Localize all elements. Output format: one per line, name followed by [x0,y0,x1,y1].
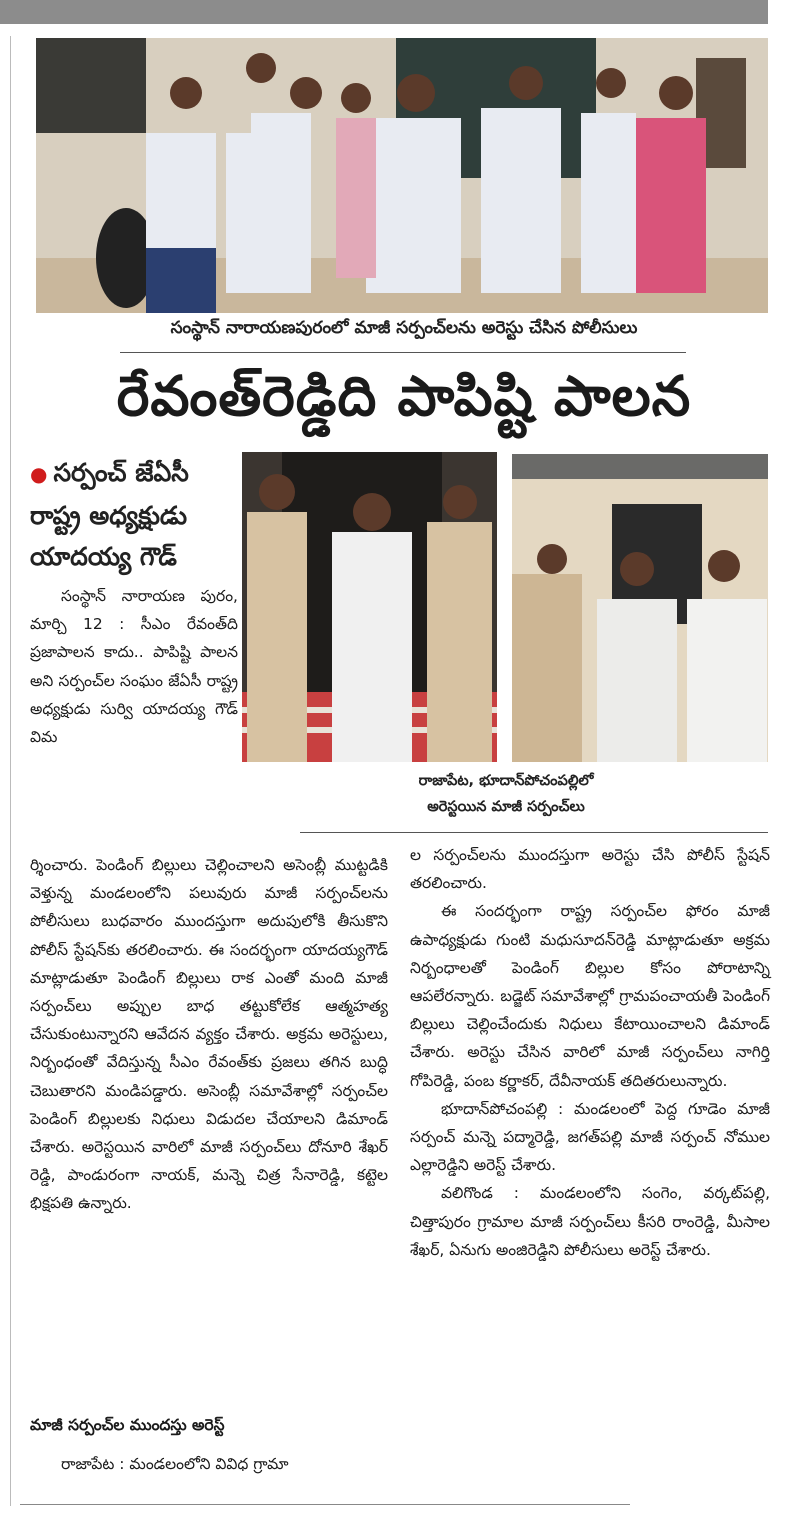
bullet-dot-icon: ● [30,462,48,486]
headline: రేవంత్‌రెడ్డిది పాపిష్టి పాలన [116,364,692,428]
section-start [30,1450,388,1478]
column-divider [10,36,11,1506]
caption-rule [120,352,686,353]
subheadline-line-2: రాష్ట్ర అధ్యక్షుడు [30,501,188,530]
caption-rule-middle [300,832,768,833]
photo-caption-middle [372,768,640,820]
article-left-column [30,851,388,1218]
police-photo-left [242,452,497,762]
paragraph: వలిగొండ : మండలంలోని సంగెం, వర్కట్‌పల్లి, చిత్తాపురం గ్రామాల మాజీ సర్పంచ్‌లు కీసరి రాంరెడ్డి, మీసాల శేఖర్, ఏనుగు అంజిరెడ్డిని పోలీసులు అరెస్ట్ చేశారు. [410,1184,770,1259]
caption-middle-line-1: రాజాపేట, భూదాన్‌పోచంపల్లిలో [418,773,594,789]
group-photo-top [36,38,768,313]
article-right-column [410,841,770,1264]
paragraph: సంస్థాన్ నారాయణ పురం, మార్చి 12 : సీఎం రేవంత్‌ది ప్రజాపాలన కాదు.. పాపిష్టి పాలన అని సర్పంచ్‌ల సంఘం జేఏసీ రాష్ట్ర అధ్యక్షుడు సుర్వి యాదయ్య గౌడ్ విమ [30,587,238,747]
caption-middle-line-2: అరెస్టయిన మాజీ సర్పంచ్‌లు [427,799,585,815]
paragraph: భూదాన్‌పోచంపల్లి : మండలంలో పెద్ద గూడెం మాజీ సర్పంచ్ మన్నె పద్మారెడ్డి, జగత్‌పల్లి మాజీ సర్పంచ్ నోముల ఎల్లారెడ్డిని అరెస్ట్ చేశారు. [410,1099,770,1175]
photo-caption-top: సంస్థాన్ నారాయణపురంలో మాజీ సర్పంచ్‌లను అరెస్టు చేసిన పోలీసులు [170,318,638,338]
header-bar [0,0,768,24]
section-heading: మాజీ సర్పంచ్‌ల ముందస్తు అరెస్ట్ [30,1416,225,1434]
paragraph: ల సర్పంచ్‌లను ముందస్తుగా అరెస్టు చేసి పోలీస్ స్టేషన్ తరలించారు. [410,846,770,893]
paragraph: రాజాపేట : మండలంలోని వివిధ గ్రామా [61,1455,289,1473]
subheadline [30,452,240,577]
subheadline-line-1: ● సర్పంచ్ జేఏసీ [30,458,189,487]
article-narrow-column [30,582,238,751]
paragraph: ర్శించారు. పెండింగ్ బిల్లులు చెల్లించాలని అసెంబ్లీ ముట్టడికి వెళ్తున్న మండలంలోని పలువురు మాజీ సర్పంచ్‌లను పోలీసులు బుధవారం ముందస్తుగా అదుపులోకి తీసుకొని పోలీస్ స్టేషన్‌కు తరలించారు. ఈ సందర్భంగా యాదయ్యగౌడ్ మాట్లాడుతూ పెండింగ్ బిల్లులు రాక ఎంతో మంది మాజీ సర్పంచ్‌లు అప్పుల బాధ తట్టుకోలేక ఆత్మహత్య చేసుకుంటున్నారని ఆవేదన వ్యక్తం చేశారు. అక్రమ అరెస్టులు, నిర్బంధంతో వేదిస్తున్న సీఎం రేవంత్‌కు ప్రజలు తగిన బుద్ధి చెబుతారని మండిపడ్డారు. అసెంబ్లీ సమావేశాల్లో సర్పంచ్‌ల పెండింగ్ బిల్లులకు నిధులు విడుదల చేయాలని డిమాండ్ చేశారు. అరెస్టయిన వారిలో మాజీ సర్పంచ్‌లు దోనూరి శేఖర్ రెడ్డి, పాండురంగా నాయక్, మన్నె చిత్ర సేనారెడ్డి, కట్టెల భిక్షపతి ఉన్నారు. [30,856,388,1213]
subheadline-line-3: యాదయ్య గౌడ్ [30,542,177,571]
police-photo-right [512,454,768,762]
bottom-divider [20,1504,630,1505]
paragraph: ఈ సందర్భంగా రాష్ట్ర సర్పంచ్‌ల ఫోరం మాజీ ఉపాధ్యక్షుడు గుంటి మధుసూదన్‌రెడ్డి మాట్లాడుతూ అక్రమ నిర్బంధాలతో పెండింగ్ బిల్లుల కోసం పోరాటాన్ని ఆపలేరన్నారు. బడ్జెట్ సమావేశాల్లో గ్రామపంచాయతీ పెండింగ్ బిల్లులు చెల్లించేందుకు నిధులు కేటాయించాలని డిమాండ్ చేశారు. అరెస్టు చేసిన వారిలో మాజీ సర్పంచ్‌లు నాగిర్తి గోపిరెడ్డి, పంబ కర్ణాకర్, దేవీనాయక్ తదితరులున్నారు. [410,902,770,1090]
